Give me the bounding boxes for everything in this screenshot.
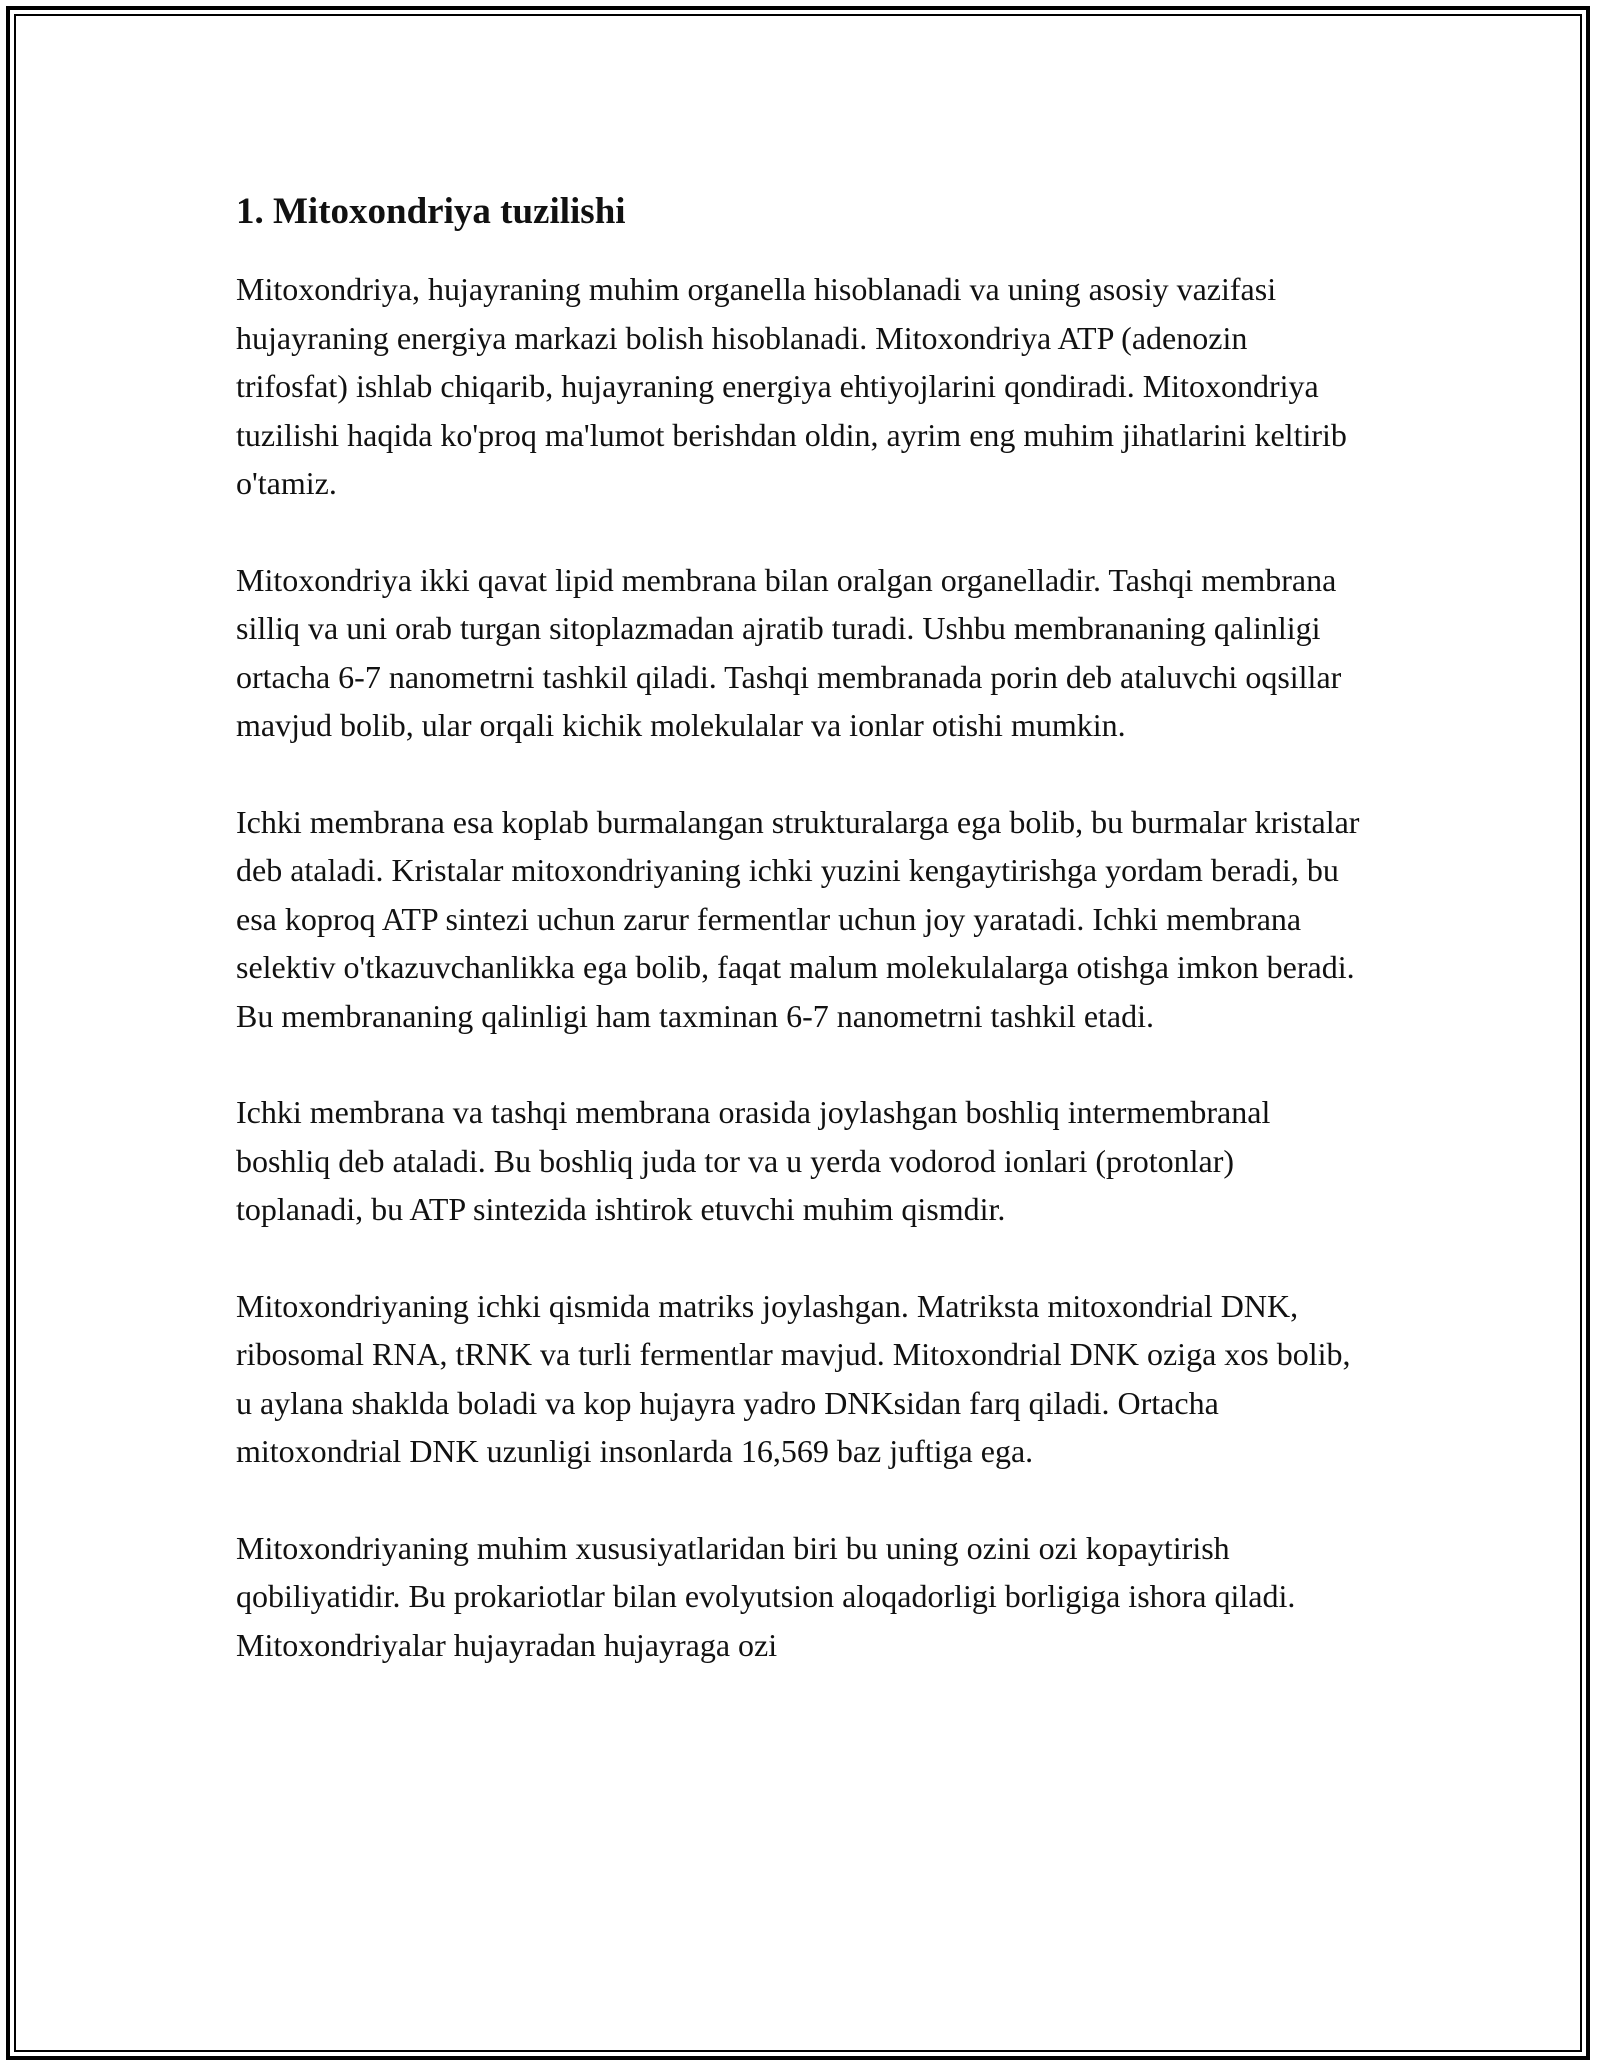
paragraph-6: Mitoxondriyaning muhim xususiyatlaridan biri bu uning ozini ozi kopaytirish qobiliyatidir. Bu prokariotlar bilan evolyutsion aloqadorligi borligiga ishora qiladi. Mitoxondriyalar hujayradan hujayraga ozi bbox=[236, 1529, 1296, 1663]
paragraph-3: Ichki membrana esa koplab burmalangan strukturalarga ega bolib, bu burmalar kristalar deb ataladi. Kristalar mitoxondriyaning ichki yuzini kengaytirishga yordam beradi, bu esa koproq ATP sintezi uchun zarur fermentlar uchun joy yaratadi. Ichki membrana selektiv o'tkazuvchanlikka ega bolib, faqat malum molekulalarga otishga imkon beradi. Bu membrananing qalinligi ham taxminan 6-7 nanometrni tashkil etadi. bbox=[236, 803, 1360, 1034]
paragraph-5: Mitoxondriyaning ichki qismida matriks joylashgan. Matriksta mitoxondrial DNK, ribosomal RNA, tRNK va turli fermentlar mavjud. Mitoxondrial DNK oziga xos bolib, u aylana shakldа boladi va kop hujayra yadro DNKsidan farq qiladi. Ortacha mitoxondrial DNK uzunligi insonlarda 16,569 baz juftiga ega. bbox=[236, 1287, 1351, 1469]
paragraph-4: Ichki membrana va tashqi membrana orasida joylashgan boshliq intermembranal boshliq deb ataladi. Bu boshliq juda tor va u yerda vodorod ionlari (protonlar) toplanadi, bu ATP sintezida ishtirok etuvchi muhim qismdir. bbox=[236, 1094, 1271, 1227]
section-heading: 1. Mitoxondriya tuzilishi bbox=[236, 191, 626, 232]
paragraph-1: Mitoxondriya, hujayraning muhim organella hisoblanadi va uning asosiy vazifasi hujayraning energiya markazi bolish hisoblanadi. Mitoxondriya ATP (adenozin trifosfat) ishlab chiqarib, hujayraning energiya ehtiyojlarini qondiradi. Mitoxondriya tuzilishi haqida ko'proq ma'lumot berishdan oldin, ayrim eng muhim jihatlarini keltirib o'tamiz. bbox=[236, 271, 1347, 501]
document-body bbox=[236, 186, 1364, 1717]
paragraph-2: Mitoxondriya ikki qavat lipid membrana bilan oralgan organelladir. Tashqi membrana silliq va uni orab turgan sitoplazmadan ajratib turadi. Ushbu membrananing qalinligi ortacha 6-7 nanometrni tashkil qiladi. Tashqi membranada porin deb ataluvchi oqsillar mavjud bolib, ular orqali kichik molekulalar va ionlar otishi mumkin. bbox=[236, 561, 1342, 743]
